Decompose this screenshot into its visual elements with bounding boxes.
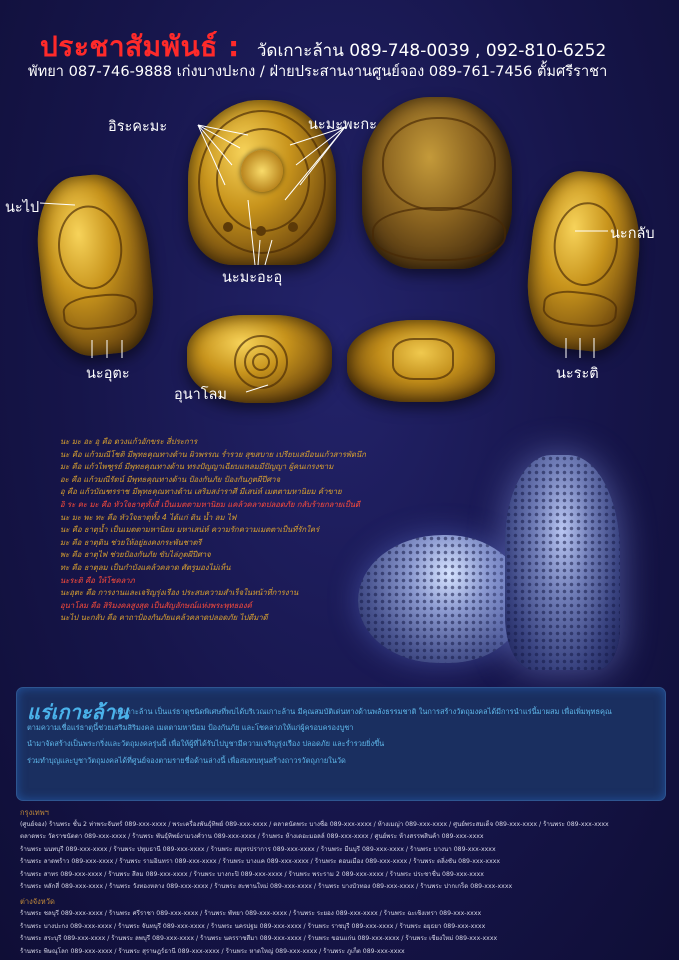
mantra-line: นะ มะ อะ อุ คือ ดวงแก้วอักขระ สี่ประการ [60,437,198,446]
mantra-line: นะ มะ พะ ทะ คือ หัวใจธาตุทั้ง 4 ได้แก่ ดิน น้ำ ลม ไฟ [60,512,237,522]
contact-line: ร้านพระ สาทร 089-xxx-xxxx / ร้านพระ สีลม 089-xxx-xxxx / ร้านพระ บางกะปิ 089-xxx-xxxx / ร้านพระ พระราม 2 089-xxx-xxxx / ร้านพระ ประชาชื่น 089-xxx-xxxx [20,870,484,878]
contacts-section [20,806,665,958]
info-paragraph [27,704,655,769]
label-napai: นะไป [5,200,40,216]
info-title: แร่เกาะล้าน [27,700,129,724]
header-line-2: พัทยา 087-746-9888 เก่งบางปะกง / ฝ่ายประสานงานศูนย์จอง 089-761-7456 ตั้มศรีราชา [28,63,608,80]
label-namaaoo: นะมะอะอุ [222,270,283,286]
temple-phones: วัดเกาะล้าน 089-748-0039 , 092-810-6252 [256,41,607,61]
mantra-line: นะ คือ แก้วมณีโชติ มีพุทธคุณทางด้าน ผิวพรรณ ร่ำรวย สุขสบาย เปรียบเสมือนแก้วสารพัดนึก [60,449,366,459]
info-line: นำมาจัดสร้างเป็นพระกริ่งและวัตถุมงคลรุ่นนี้ เพื่อให้ผู้ที่ได้รับไปบูชามีความเจริญรุ่งเรือง ปลอดภัย และร่ำรวยยิ่งขึ้น [27,739,385,749]
info-box [16,687,666,801]
contact-line: ร้านพระ นนทบุรี 089-xxx-xxxx / ร้านพระ ปทุมธานี 089-xxx-xxxx / ร้านพระ สมุทรปราการ 089-xxx-xxxx / ร้านพระ มีนบุรี 089-xxx-xxxx / ร้านพระ บางนา 089-xxx-xxxx [20,845,496,853]
pointer-lines [0,0,679,420]
contact-line: ตลาดพระ วัดราชนัดดา 089-xxx-xxxx / ร้านพระ พันธุ์ทิพย์งามวงศ์วาน 089-xxx-xxxx / ร้านพระ ห้างเดอะมอลล์ 089-xxx-xxxx / ศูนย์พระ ห้างสรรพสินค้า 089-xxx-xxxx [20,833,484,841]
info-line: ร่วมทำบุญและบูชาวัตถุมงคลได้ที่ศูนย์จองตามรายชื่อด้านล่างนี้ เพื่อสมทบทุนสร้างถาวรวัตถุภายในวัด [27,755,346,765]
mantra-line: นะ คือ ธาตุน้ำ เป็นเมตตามหานิยม มหาเสน่ห์ ความรักความเมตตาเป็นที่รักใคร่ [60,525,320,535]
contact-line: ร้านพระ ลาดพร้าว 089-xxx-xxxx / ร้านพระ รามอินทรา 089-xxx-xxxx / ร้านพระ บางแค 089-xxx-xxxx / ร้านพระ ดอนเมือง 089-xxx-xxxx / ร้านพระ ตลิ่งชัน 089-xxx-xxxx [20,858,501,866]
mantra-line: อุนาโลม คือ สิริมงคลสูงสุด เป็นสัญลักษณ์แห่งพระพุทธองค์ [60,600,252,610]
contact-line: ร้านพระ ชลบุรี 089-xxx-xxxx / ร้านพระ ศรีราชา 089-xxx-xxxx / ร้านพระ พัทยา 089-xxx-xxxx / ร้านพระ ระยอง 089-xxx-xxxx / ร้านพระ ฉะเชิงเทรา 089-xxx-xxxx [20,910,482,918]
contact-line: ร้านพระ บางปะกง 089-xxx-xxxx / ร้านพระ จันทบุรี 089-xxx-xxxx / ร้านพระ นครปฐม 089-xxx-xxxx / ร้านพระ ราชบุรี 089-xxx-xxxx / ร้านพระ อยุธยา 089-xxx-xxxx [20,922,486,930]
mantra-line: นะอุตะ คือ การงานและเจริญรุ่งเรือง ประสบความสำเร็จในหน้าที่การงาน [60,588,299,598]
mantra-line: พะ คือ ธาตุไฟ ช่วยป้องกันภัย ขับไล่ภูตผีปีศาจ [60,550,211,560]
label-naoota: นะอุตะ [86,366,130,382]
brand-title: ประชาสัมพันธ์ : [40,30,240,63]
mantra-line: นะระติ คือ ให้โชคลาภ [60,575,135,585]
contact-line: (ศูนย์จอง) ร้านพระ ชั้น 2 ท่าพระจันทร์ 089-xxx-xxxx / พระเครื่องพันธุ์ทิพย์ 089-xxx-xxxx / ตลาดนัดพระ บางซื่อ 089-xxx-xxxx / ห้างเมญ่า 089-xxx-xxxx / ศูนย์พระสมเด็จ 089-xxx-xxxx / ร้านพระ 089-xxx-xxxx [20,821,609,828]
contacts-title-provinces: ต่างจังหวัด [20,897,55,907]
mantra-line: มะ คือ แก้วไพฑูรย์ มีพุทธคุณทางด้าน ทรงปัญญาเฉียบแหลมมีปัญญา ผู้คนเกรงขาม [60,462,334,472]
mineral-rock-image [358,535,523,663]
mantra-line: มะ คือ ธาตุดิน ช่วยให้อยู่ยงคงกระพันชาตรี [60,537,202,547]
label-unalom: อุนาโลม [174,387,227,403]
label-namapaka: นะมะพะกะ [308,117,377,133]
contact-line: ร้านพระ พิษณุโลก 089-xxx-xxxx / ร้านพระ สุราษฎร์ธานี 089-xxx-xxxx / ร้านพระ หาดใหญ่ 089-xxx-xxxx / ร้านพระ ภูเก็ต 089-xxx-xxxx [20,947,405,955]
contact-line: ร้านพระ หลักสี่ 089-xxx-xxxx / ร้านพระ วังทองหลาง 089-xxx-xxxx / ร้านพระ สะพานใหม่ 089-xxx-xxxx / ร้านพระ บางบัวทอง 089-xxx-xxxx / ร้านพระ ปากเกร็ด 089-xxx-xxxx [20,883,513,891]
label-narati: นะระติ [556,366,599,382]
mantra-line: ทะ คือ ธาตุลม เป็นกำบังแคล้วคลาด ศัตรูมองไม่เห็น [60,562,231,572]
mantra-line: อิ ระ คะ มะ คือ หัวใจธาตุทั้งสี่ เป็นเมตตามหานิยม แคล้วคลาดปลอดภัย กลับร้ายกลายเป็นดี [60,499,361,509]
contact-line: ร้านพระ สระบุรี 089-xxx-xxxx / ร้านพระ ลพบุรี 089-xxx-xxxx / ร้านพระ นครราชสีมา 089-xxx-xxxx / ร้านพระ ขอนแก่น 089-xxx-xxxx / ร้านพระ เชียงใหม่ 089-xxx-xxxx [20,935,498,943]
mantra-line: อุ คือ แก้วบัณฑรราช มีพุทธคุณทางด้าน เสริมสง่าราศี มีเสน่ห์ เมตตามหานิยม ค้าขาย [60,487,342,497]
label-naklap: นะกลับ [610,226,655,242]
mantra-line: อะ คือ แก้วมณีรัตน์ มีพุทธคุณทางด้าน ป้องกันภัย ป้องกันภูตผีปีศาจ [60,474,281,484]
info-line: แร่เกาะล้าน เป็นแร่ธาตุชนิดพิเศษที่พบได้บริเวณเกาะล้าน มีคุณสมบัติเด่นทางด้านพลังธรรมชาติ ในการสร้างวัตถุมงคลได้มีการนำแร่นี้มาผสม เพื่อเพิ่มพุทธคุณ [115,707,612,716]
label-irakama: อิระคะมะ [108,119,168,135]
contacts-title-bangkok: กรุงเทพฯ [20,808,49,817]
mantra-line: นะไป นะกลับ คือ คาถาป้องกันภัยแคล้วคลาดปลอดภัย ไปดีมาดี [60,613,268,623]
info-line: ตามความเชื่อแร่ธาตุนี้ช่วยเสริมสิริมงคล เมตตามหานิยม ป้องกันภัย และโชคลาภให้แก่ผู้ครอบครองบูชา [27,723,354,733]
mineral-rock-tall-image [505,455,620,670]
